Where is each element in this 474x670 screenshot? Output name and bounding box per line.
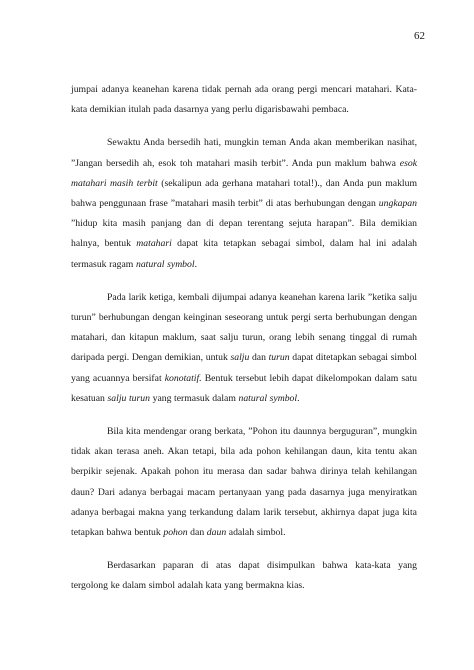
paragraph bbox=[71, 80, 417, 120]
text-run: jumpai adanya keanehan karena tidak pernah ada orang pergi mencari matahari. Kata-kata demikian itulah pada dasarnya yang perlu digarisbawahi pembaca. bbox=[71, 84, 417, 116]
text-run: Sewaktu Anda bersedih hati, mungkin teman Anda akan memberikan nasihat, ”Jangan bersedih ah, esok toh matahari masih terbit”. Anda pun maklum bahwa bbox=[71, 137, 417, 169]
text-run: dapat ditetapkan sebagai simbol yang acuannya bersifat bbox=[71, 352, 417, 384]
text-run: . bbox=[297, 392, 300, 404]
paragraph bbox=[71, 556, 417, 596]
italic-text: daun bbox=[206, 527, 227, 539]
italic-text: konotatif. bbox=[164, 372, 202, 384]
text-run: ”hidup kita masih panjang dan di depan terentang sejuta harapan”. Bila demikian halnya, bentuk bbox=[71, 218, 417, 250]
text-run: Pada larik ketiga, kembali dijumpai adanya keanehan karena larik ”ketika salju turun” berhubungan dengan keinginan seseorang untuk pergi serta berhubungan dengan matahari, dan kitapun maklum, saat salju turun, orang lebih senang tinggal di rumah daripada pergi. Dengan demikian, untuk bbox=[71, 291, 417, 364]
text-run: Berdasarkan paparan di atas dapat disimpulkan bahwa kata-kata yang tergolong ke dalam simbol adalah kata yang bermakna kias. bbox=[71, 560, 417, 592]
italic-text: matahari bbox=[136, 238, 172, 250]
text-run: . bbox=[194, 258, 197, 270]
page-number: 62 bbox=[414, 30, 425, 42]
italic-text: esok matahari masih terbit bbox=[71, 157, 417, 189]
italic-text: salju bbox=[230, 352, 250, 364]
text-run: dan bbox=[187, 527, 207, 539]
italic-text: natural symbol bbox=[238, 392, 298, 404]
text-run: (sekalipun ada gerhana matahari total!)., dan Anda pun maklum bahwa penggunaan frase ”matahari masih terbit” di atas berhubungan dengan bbox=[71, 177, 418, 210]
text-run: yang termasuk dalam bbox=[149, 392, 239, 404]
paragraph bbox=[71, 133, 417, 274]
italic-text: turun bbox=[268, 352, 290, 364]
italic-text: ungkapan bbox=[378, 198, 417, 210]
text-run: Bila kita mendengar orang berkata, ”Pohon itu daunnya berguguran”, mungkin tidak akan terasa aneh. Akan tetapi, bila ada pohon kehilangan daun, kita tentu akan berpikir sejenak. Apakah pohon itu merasa dan sadar bahwa dirinya telah kehilangan daun? Dari adanya berbagai macam pertanyaan yang pada dasarnya juga menyiratkan adanya berbagai makna yang terkandung dalam larik tersebut, akhirnya dapat juga kita tetapkan bahwa bentuk bbox=[71, 426, 417, 539]
text-run: Bentuk tersebut lebih dapat dikelompokan dalam satu kesatuan bbox=[71, 372, 417, 404]
text-run: adalah simbol. bbox=[226, 527, 286, 539]
paragraph bbox=[71, 288, 417, 409]
italic-text: salju turun bbox=[107, 392, 150, 404]
paragraph bbox=[71, 422, 417, 543]
text-run: dan bbox=[249, 352, 269, 364]
text-run: dapat kita tetapkan sebagai simbol, dalam hal ini adalah termasuk ragam bbox=[71, 238, 417, 270]
italic-text: pohon bbox=[163, 527, 188, 539]
body-text bbox=[71, 80, 417, 610]
italic-text: natural symbol bbox=[135, 258, 195, 270]
